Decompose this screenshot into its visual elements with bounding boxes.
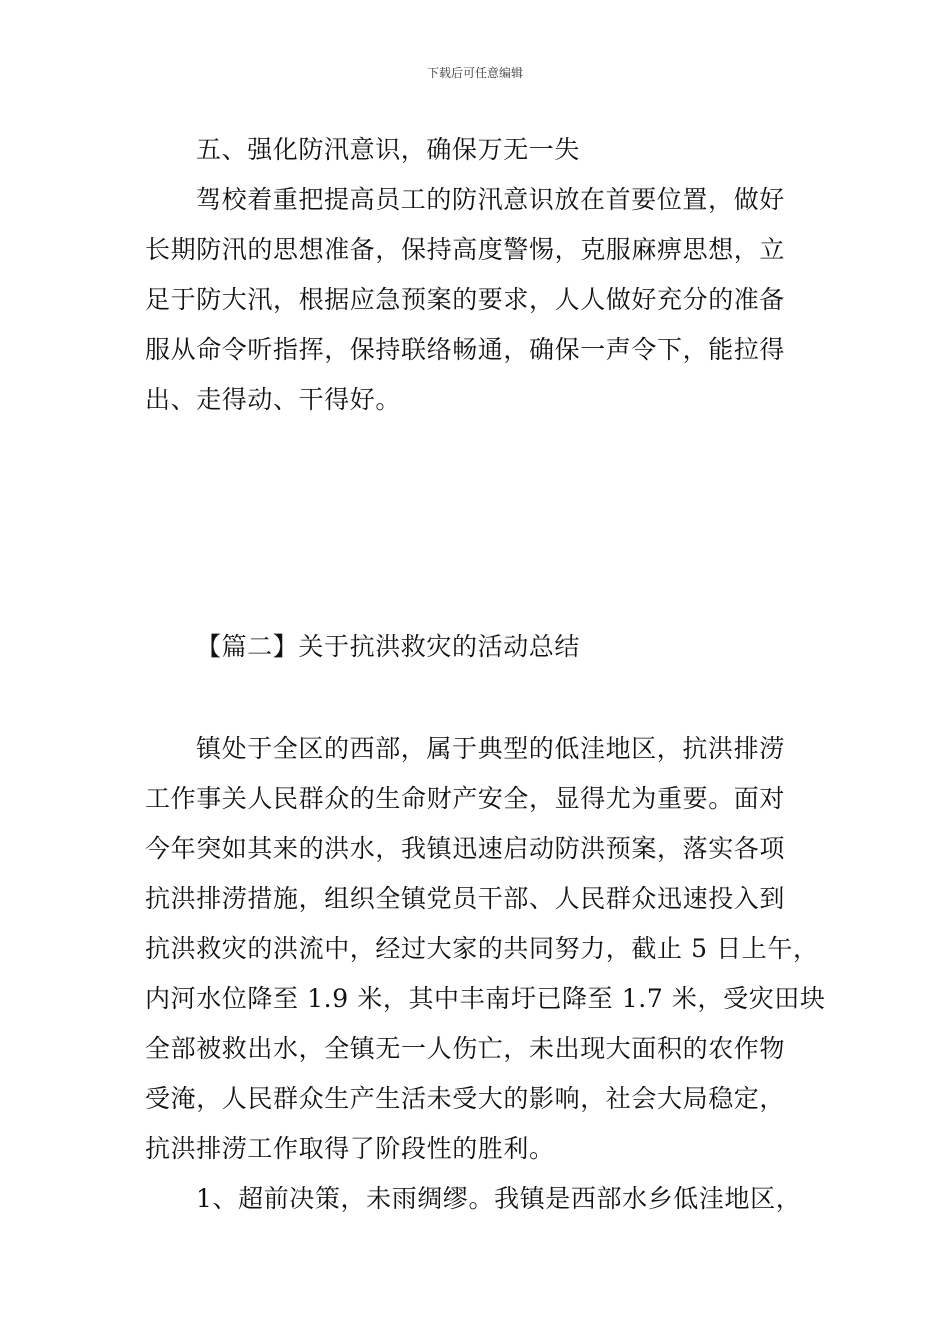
paragraph-line: 驾校着重把提高员工的防汛意识放在首要位置，做好 (196, 185, 785, 214)
paragraph-line: 今年突如其来的洪水，我镇迅速启动防洪预案，落实各项 (145, 834, 786, 863)
section-heading: 五、强化防汛意识，确保万无一失 (196, 135, 581, 164)
paragraph-line: 足于防大汛，根据应急预案的要求，人人做好充分的准备 (145, 285, 786, 314)
paragraph-line: 抗洪救灾的洪流中，经过大家的共同努力，截止 5 日上午， (145, 934, 819, 963)
paragraph-line: 内河水位降至 1.9 米，其中丰南圩已降至 1.7 米，受灾田块 (145, 984, 826, 1013)
paragraph-line: 1、超前决策，未雨绸缪。我镇是西部水乡低洼地区， (196, 1184, 802, 1213)
paragraph-line: 镇处于全区的西部，属于典型的低洼地区，抗洪排涝 (196, 734, 785, 763)
paragraph-line: 长期防汛的思想准备，保持高度警惕，克服麻痹思想，立 (145, 235, 786, 264)
paragraph-line: 抗洪排涝措施，组织全镇党员干部、人民群众迅速投入到 (145, 884, 786, 913)
paragraph-line: 服从命令听指挥，保持联络畅通，确保一声令下，能拉得 (145, 335, 786, 364)
paragraph-line: 工作事关人民群众的生命财产安全，显得尤为重要。面对 (145, 784, 786, 813)
paragraph-line: 全部被救出水，全镇无一人伤亡，未出现大面积的农作物 (145, 1034, 786, 1063)
paragraph-line: 抗洪排涝工作取得了阶段性的胜利。 (145, 1134, 555, 1163)
paragraph-line: 出、走得动、干得好。 (145, 385, 402, 414)
part-title: 【篇二】关于抗洪救灾的活动总结 (196, 632, 581, 661)
paragraph-line: 受淹，人民群众生产生活未受大的影响，社会大局稳定， (145, 1084, 786, 1113)
header-note: 下载后可任意编辑 (426, 66, 523, 80)
